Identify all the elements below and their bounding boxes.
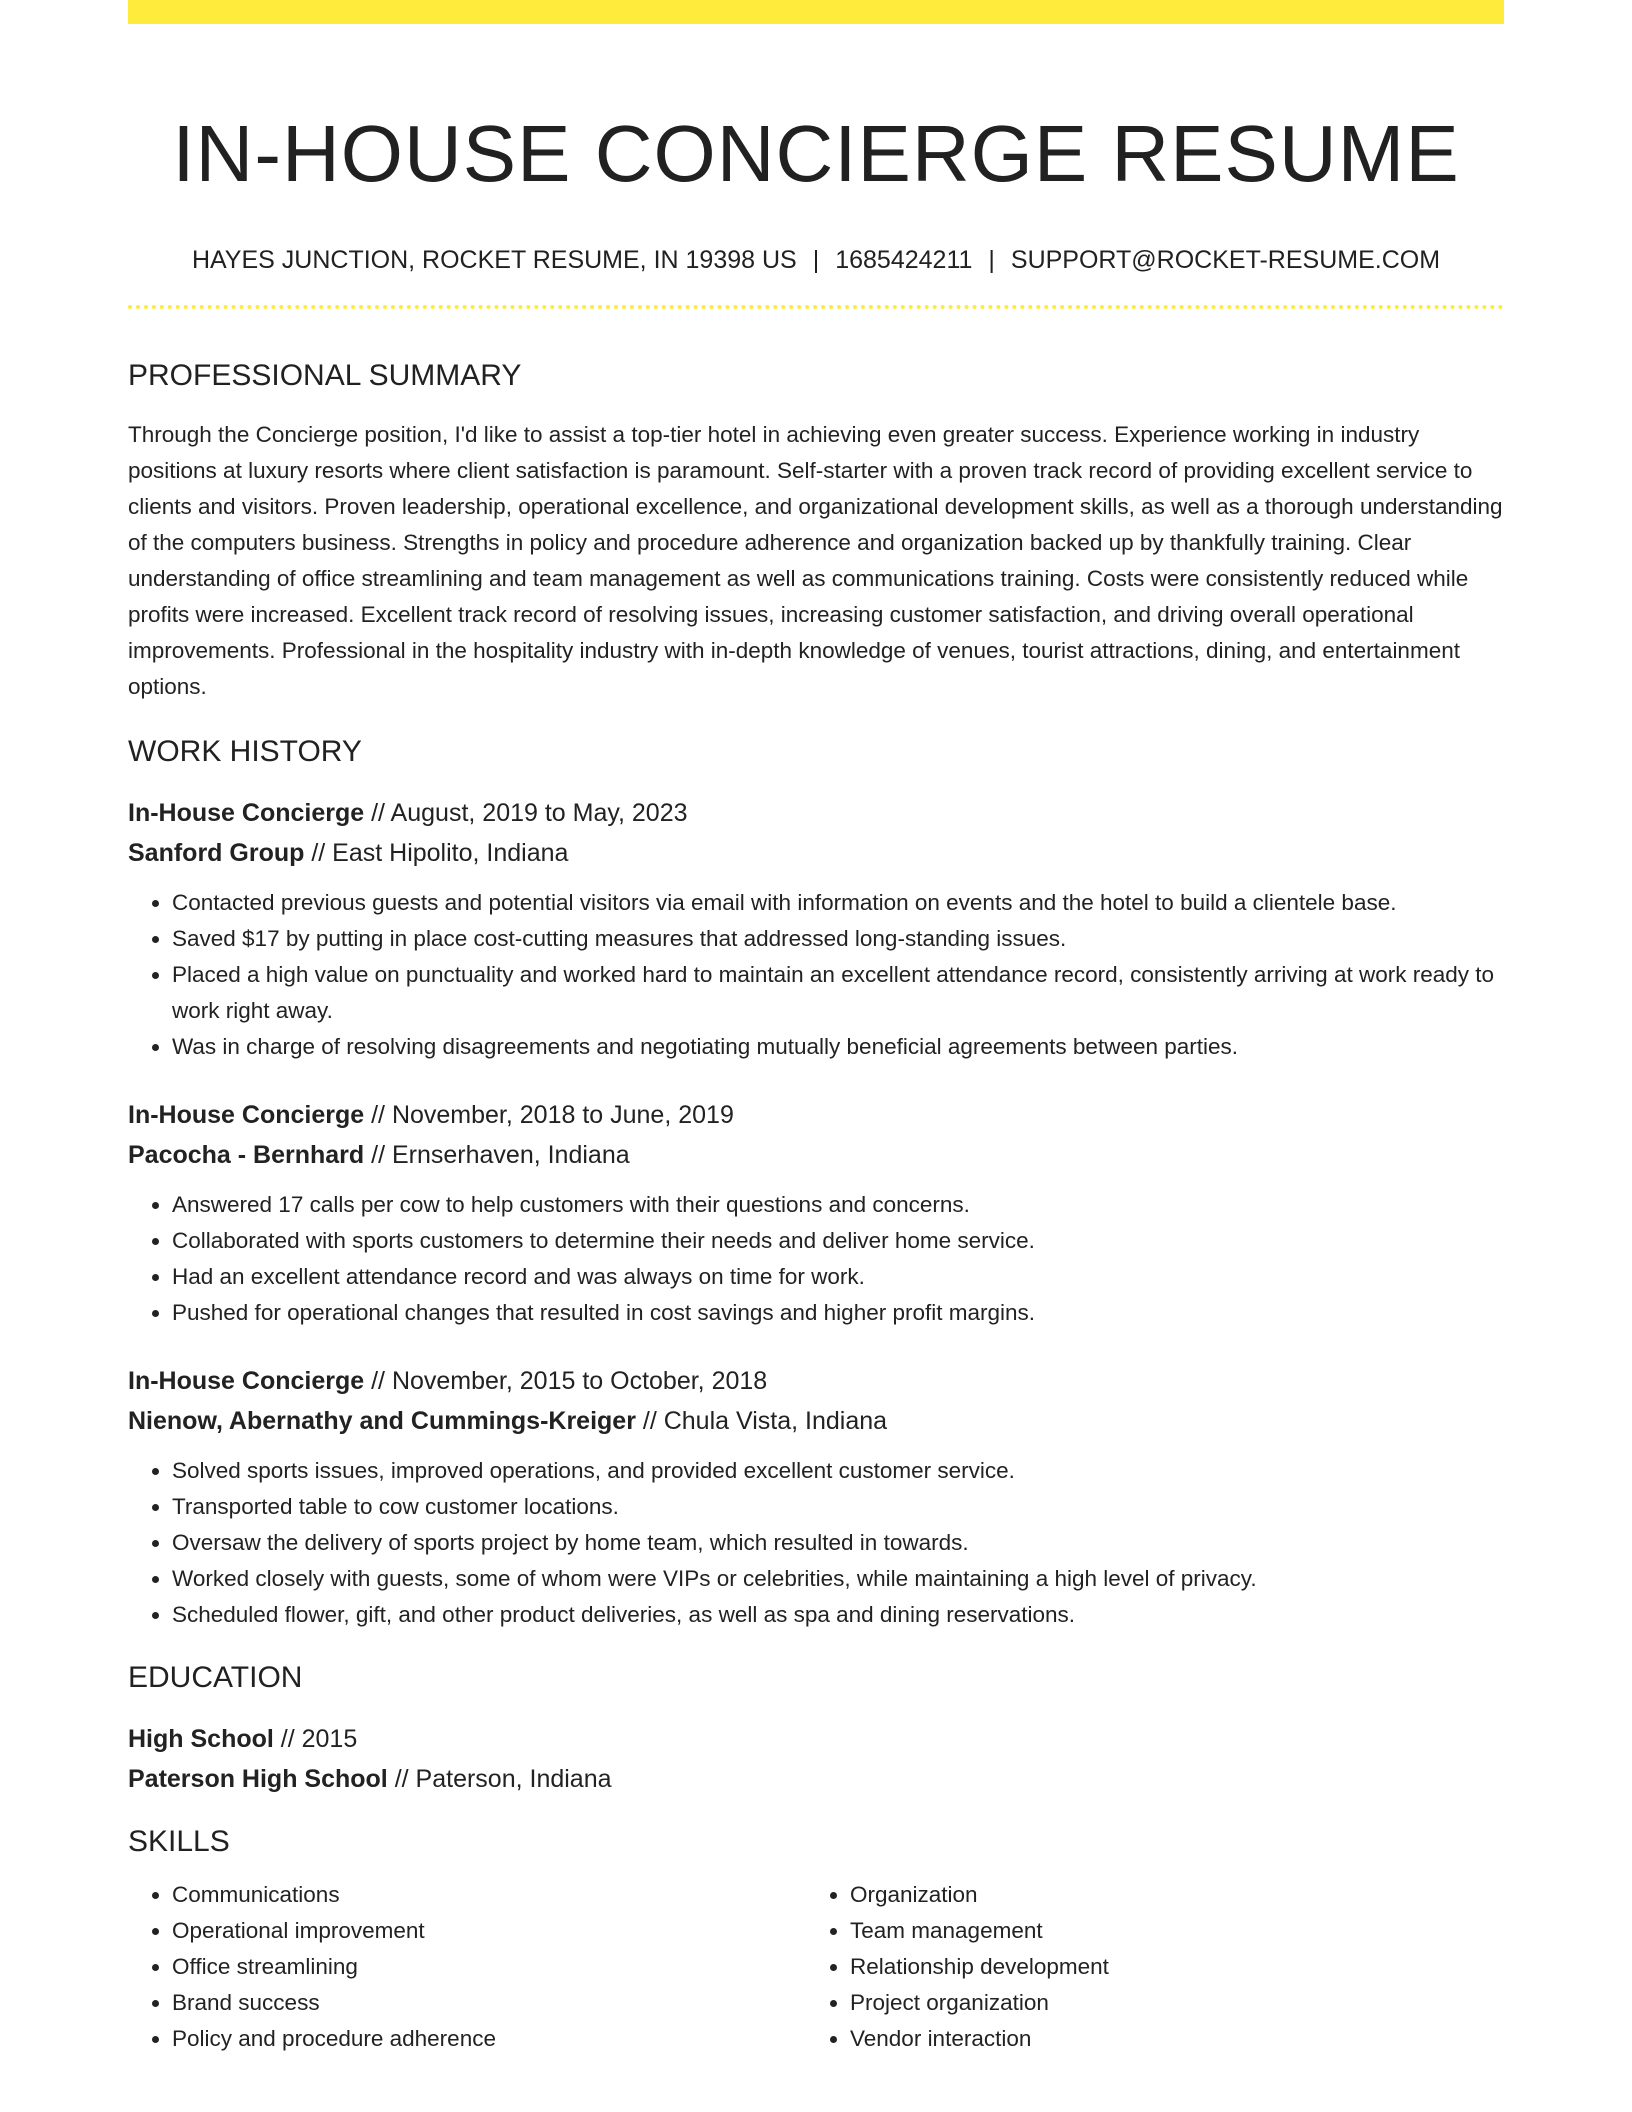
job-location: // Ernserhaven, Indiana (364, 1141, 630, 1169)
job-location: // Chula Vista, Indiana (635, 1407, 888, 1435)
skill-item: • Vendor interaction (850, 2021, 1484, 2057)
job-title: In-House Concierge (128, 799, 365, 827)
skill-item: • Project organization (850, 1985, 1484, 2021)
skill-item: • Policy and procedure adherence (172, 2021, 806, 2057)
skills-list-left (128, 1877, 806, 2057)
education-school-line (128, 1759, 1504, 1799)
education-school: Paterson High School (128, 1765, 388, 1793)
summary-text: Through the Concierge position, I'd like to assist a top-tier hotel in achieving even greater success. Experience working in industry positions at luxury resorts where client satisfaction is paramount. Self-starter with a proven track record of providing excellent service to clients and visitors. Proven leadership, operational excellence, and organizational development skills, as well as a thorough understanding of the computers business. Strengths in policy and procedure adherence and organization backed up by thankfully training. Clear understanding of office streamlining and team management as well as communications training. Costs were consistently reduced while profits were increased. Excellent track record of resolving issues, increasing customer satisfaction, and driving overall operational improvements. Professional in the hospitality industry with in-depth knowledge of venues, tourist attractions, dining, and entertainment options. (128, 422, 1503, 699)
contact-separator: | (988, 246, 995, 274)
job-title-line (128, 793, 1504, 833)
job-entry (128, 1095, 1504, 1331)
contact-separator: | (812, 246, 820, 274)
job-bullet: • Was in charge of resolving disagreements and negotiating mutually beneficial agreements between parties. (172, 1029, 1504, 1065)
skill-item: • Team management (850, 1913, 1484, 1949)
job-title: In-House Concierge (128, 1101, 365, 1129)
job-company: Nienow, Abernathy and Cummings-Kreiger (128, 1407, 636, 1435)
job-bullet: • Contacted previous guests and potential visitors via email with information on events and the hotel to build a clientele base. (172, 885, 1504, 921)
job-bullet: • Transported table to cow customer locations. (172, 1489, 1504, 1525)
job-bullet: • Placed a high value on punctuality and worked hard to maintain an excellent attendance record, consistently arriving at work ready to work right away. (172, 957, 1504, 1029)
skill-item: • Communications (172, 1877, 806, 1913)
job-bullet: • Had an excellent attendance record and was always on time for work. (172, 1259, 1504, 1295)
skill-item: • Organization (850, 1877, 1484, 1913)
job-bullet: • Collaborated with sports customers to determine their needs and deliver home service. (172, 1223, 1504, 1259)
skills-heading: SKILLS (128, 1825, 230, 1858)
skill-item: • Office streamlining (172, 1949, 806, 1985)
contact-email: SUPPORT@ROCKET-RESUME.COM (1010, 246, 1441, 274)
job-bullet: • Scheduled flower, gift, and other product deliveries, as well as spa and dining reservations. (172, 1597, 1504, 1633)
top-accent-bar (128, 0, 1504, 24)
education-heading: EDUCATION (128, 1661, 303, 1694)
job-title-line (128, 1095, 1504, 1135)
work-history-heading: WORK HISTORY (128, 735, 362, 768)
job-company-line (128, 1401, 1504, 1441)
resume-title: IN-HOUSE CONCIERGE RESUME (172, 109, 1460, 198)
job-bullet: • Oversaw the delivery of sports project by home team, which resulted in towards. (172, 1525, 1504, 1561)
job-bullet: • Solved sports issues, improved operations, and provided excellent customer service. (172, 1453, 1504, 1489)
education-degree-line (128, 1719, 1504, 1759)
dotted-divider (128, 305, 1504, 309)
job-bullet: • Pushed for operational changes that resulted in cost savings and higher profit margins. (172, 1295, 1504, 1331)
job-company: Pacocha - Bernhard (128, 1141, 365, 1169)
education-year: // 2015 (273, 1725, 358, 1753)
job-company-line (128, 833, 1504, 873)
education-degree: High School (128, 1725, 274, 1753)
skills-columns (128, 1877, 1504, 2057)
resume-page (128, 0, 1504, 2057)
job-dates: // November, 2018 to June, 2019 (364, 1101, 734, 1129)
job-title: In-House Concierge (128, 1367, 365, 1395)
job-title-line (128, 1361, 1504, 1401)
contact-line (128, 235, 1504, 285)
contact-phone: 1685424211 (835, 246, 973, 274)
contact-address: HAYES JUNCTION, ROCKET RESUME, IN 19398 US (191, 246, 797, 274)
education-entry (128, 1719, 1504, 1799)
job-bullets (128, 1453, 1504, 1633)
job-bullet: • Saved $17 by putting in place cost-cutting measures that addressed long-standing issues. (172, 921, 1504, 957)
job-company: Sanford Group (128, 839, 305, 867)
job-location: // East Hipolito, Indiana (304, 839, 569, 867)
job-dates: // November, 2015 to October, 2018 (364, 1367, 768, 1395)
job-entry (128, 1361, 1504, 1633)
education-location: // Paterson, Indiana (387, 1765, 612, 1793)
job-bullets (128, 1187, 1504, 1331)
job-company-line (128, 1135, 1504, 1175)
skills-list-right (806, 1877, 1484, 2057)
job-dates: // August, 2019 to May, 2023 (364, 799, 688, 827)
job-entry (128, 793, 1504, 1065)
job-bullets (128, 885, 1504, 1065)
skill-item: • Operational improvement (172, 1913, 806, 1949)
summary-heading: PROFESSIONAL SUMMARY (128, 359, 522, 392)
skill-item: • Relationship development (850, 1949, 1484, 1985)
job-bullet: • Answered 17 calls per cow to help customers with their questions and concerns. (172, 1187, 1504, 1223)
skill-item: • Brand success (172, 1985, 806, 2021)
job-bullet: • Worked closely with guests, some of whom were VIPs or celebrities, while maintaining a high level of privacy. (172, 1561, 1504, 1597)
